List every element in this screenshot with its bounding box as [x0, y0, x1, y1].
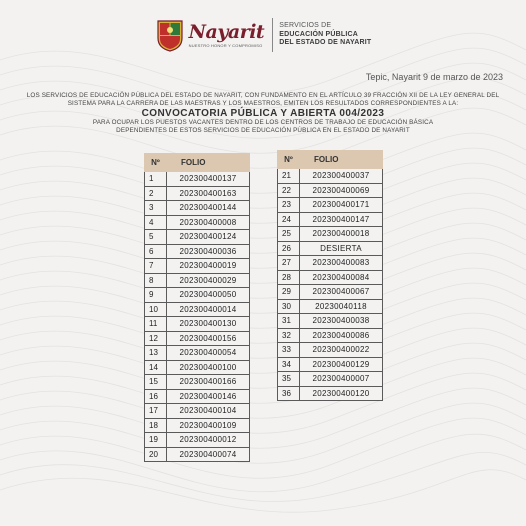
row-number: 28	[278, 270, 300, 285]
row-number: 22	[278, 183, 300, 198]
row-folio: DESIERTA	[300, 241, 383, 256]
table-row	[278, 386, 383, 401]
row-number: 24	[278, 212, 300, 227]
table-row	[145, 215, 250, 230]
row-folio: 202300400166	[167, 375, 250, 390]
row-folio: 202300400156	[167, 331, 250, 346]
brand-logo	[189, 22, 265, 48]
row-folio: 202300400144	[167, 201, 250, 216]
row-number: 11	[145, 317, 167, 332]
brand-name: Nayarit	[188, 21, 265, 43]
convocatoria-title: CONVOCATORIA PÚBLICA Y ABIERTA 004/2023	[141, 108, 385, 119]
row-folio: 202300400086	[300, 328, 383, 343]
table-row	[278, 169, 383, 184]
row-folio: 202300400120	[300, 386, 383, 401]
row-number: 7	[145, 259, 167, 274]
row-folio: 202300400171	[300, 198, 383, 213]
row-number: 15	[145, 375, 167, 390]
row-folio: 202300400083	[300, 256, 383, 271]
row-number: 10	[145, 302, 167, 317]
row-number: 1	[145, 172, 167, 187]
table-header-row	[278, 151, 383, 169]
row-number: 12	[145, 331, 167, 346]
row-folio: 202300400109	[167, 418, 250, 433]
row-number: 26	[278, 241, 300, 256]
row-folio: 202300400147	[300, 212, 383, 227]
header-divider	[272, 18, 273, 52]
table-row	[278, 372, 383, 387]
row-folio: 202300400146	[167, 389, 250, 404]
brand-tagline: NUESTRO HONOR Y COMPROMISO	[188, 43, 263, 48]
row-folio: 202300400007	[300, 372, 383, 387]
table-row	[145, 346, 250, 361]
row-number: 27	[278, 256, 300, 271]
row-folio: 202300400036	[167, 244, 250, 259]
row-number: 21	[278, 169, 300, 184]
row-number: 9	[145, 288, 167, 303]
table-row	[145, 375, 250, 390]
row-number: 33	[278, 343, 300, 358]
table-row	[145, 418, 250, 433]
row-number: 17	[145, 404, 167, 419]
table-row	[278, 285, 383, 300]
convocatoria-subtitle	[0, 119, 526, 134]
row-folio: 202300400038	[300, 314, 383, 329]
subtitle-line-1: PARA OCUPAR LOS PUESTOS VACANTES DENTRO DE LOS CENTROS DE TRABAJO DE EDUCACIÓN BÁSICA	[92, 119, 434, 126]
table-row	[145, 389, 250, 404]
row-number: 30	[278, 299, 300, 314]
table-row	[278, 183, 383, 198]
row-folio: 202300400084	[300, 270, 383, 285]
row-folio: 202300400050	[167, 288, 250, 303]
table-row	[278, 328, 383, 343]
table-row	[278, 343, 383, 358]
row-folio: 202300400037	[300, 169, 383, 184]
row-folio: 202300400129	[300, 357, 383, 372]
sep-line-1: SERVICIOS DE	[279, 22, 332, 30]
table-row	[145, 172, 250, 187]
table-row	[145, 317, 250, 332]
row-number: 4	[145, 215, 167, 230]
row-folio: 202300400163	[167, 186, 250, 201]
row-folio: 202300400014	[167, 302, 250, 317]
row-folio: 202300400022	[300, 343, 383, 358]
table-row	[278, 270, 383, 285]
table-row	[145, 433, 250, 448]
row-folio: 202300400069	[300, 183, 383, 198]
sep-line-2: EDUCACIÓN PÚBLICA	[279, 30, 359, 38]
column-header-folio: FOLIO	[167, 154, 250, 172]
state-coat-of-arms-icon	[155, 18, 185, 52]
table-row	[145, 201, 250, 216]
row-folio: 202300400008	[167, 215, 250, 230]
table-row	[145, 331, 250, 346]
table-row	[278, 256, 383, 271]
results-table-1	[144, 153, 250, 462]
row-number: 35	[278, 372, 300, 387]
row-folio: 202300400100	[167, 360, 250, 375]
row-number: 16	[145, 389, 167, 404]
row-number: 8	[145, 273, 167, 288]
column-header-number: Nº	[145, 154, 167, 172]
row-number: 2	[145, 186, 167, 201]
row-number: 20	[145, 447, 167, 462]
row-number: 34	[278, 357, 300, 372]
table-row	[278, 198, 383, 213]
table-header-row	[145, 154, 250, 172]
table-row	[145, 302, 250, 317]
row-folio: 202300400019	[167, 259, 250, 274]
row-folio: 20230040118	[300, 299, 383, 314]
table-row	[145, 244, 250, 259]
table-row	[145, 447, 250, 462]
table-row	[278, 299, 383, 314]
row-folio: 202300400012	[167, 433, 250, 448]
table-row	[278, 357, 383, 372]
row-folio: 202300400067	[300, 285, 383, 300]
table-row	[145, 288, 250, 303]
table-row	[145, 273, 250, 288]
sep-title	[279, 22, 371, 48]
row-number: 36	[278, 386, 300, 401]
subtitle-line-2: DEPENDIENTES DE ESTOS SERVICIOS DE EDUCACIÓN PÚBLICA EN EL ESTADO DE NAYARIT	[116, 126, 410, 134]
row-folio: 202300400074	[167, 447, 250, 462]
row-number: 32	[278, 328, 300, 343]
row-folio: 202300400130	[167, 317, 250, 332]
results-table-2	[277, 150, 383, 401]
row-number: 29	[278, 285, 300, 300]
row-number: 5	[145, 230, 167, 245]
table-row	[145, 186, 250, 201]
row-number: 3	[145, 201, 167, 216]
row-number: 13	[145, 346, 167, 361]
table-row	[278, 314, 383, 329]
row-number: 19	[145, 433, 167, 448]
table-row	[145, 360, 250, 375]
row-folio: 202300400018	[300, 227, 383, 242]
table-row	[278, 227, 383, 242]
document-date: Tepic, Nayarit 9 de marzo de 2023	[365, 72, 503, 82]
table-row	[278, 241, 383, 256]
intro-paragraph: LOS SERVICIOS DE EDUCACIÓN PÚBLICA DEL ESTADO DE NAYARIT, CON FUNDAMENTO EN EL ARTÍCULO 39 FRACCIÓN XII DE LA LEY GENERAL DEL SISTEMA PARA LA CARRERA DE LAS MAESTRAS Y LOS MAESTROS, EMITEN LOS RESULTADOS CORRESPONDIENTES A LA:	[26, 92, 500, 107]
row-folio: 202300400104	[167, 404, 250, 419]
row-number: 25	[278, 227, 300, 242]
row-number: 14	[145, 360, 167, 375]
column-header-number: Nº	[278, 151, 300, 169]
table-row	[145, 259, 250, 274]
table-row	[145, 404, 250, 419]
row-number: 31	[278, 314, 300, 329]
sep-line-3: DEL ESTADO DE NAYARIT	[279, 39, 372, 47]
row-folio: 202300400137	[167, 172, 250, 187]
row-number: 18	[145, 418, 167, 433]
column-header-folio: FOLIO	[300, 151, 383, 169]
table-row	[145, 230, 250, 245]
row-number: 23	[278, 198, 300, 213]
row-folio: 202300400124	[167, 230, 250, 245]
table-row	[278, 212, 383, 227]
row-number: 6	[145, 244, 167, 259]
header	[0, 18, 526, 52]
row-folio: 202300400054	[167, 346, 250, 361]
row-folio: 202300400029	[167, 273, 250, 288]
